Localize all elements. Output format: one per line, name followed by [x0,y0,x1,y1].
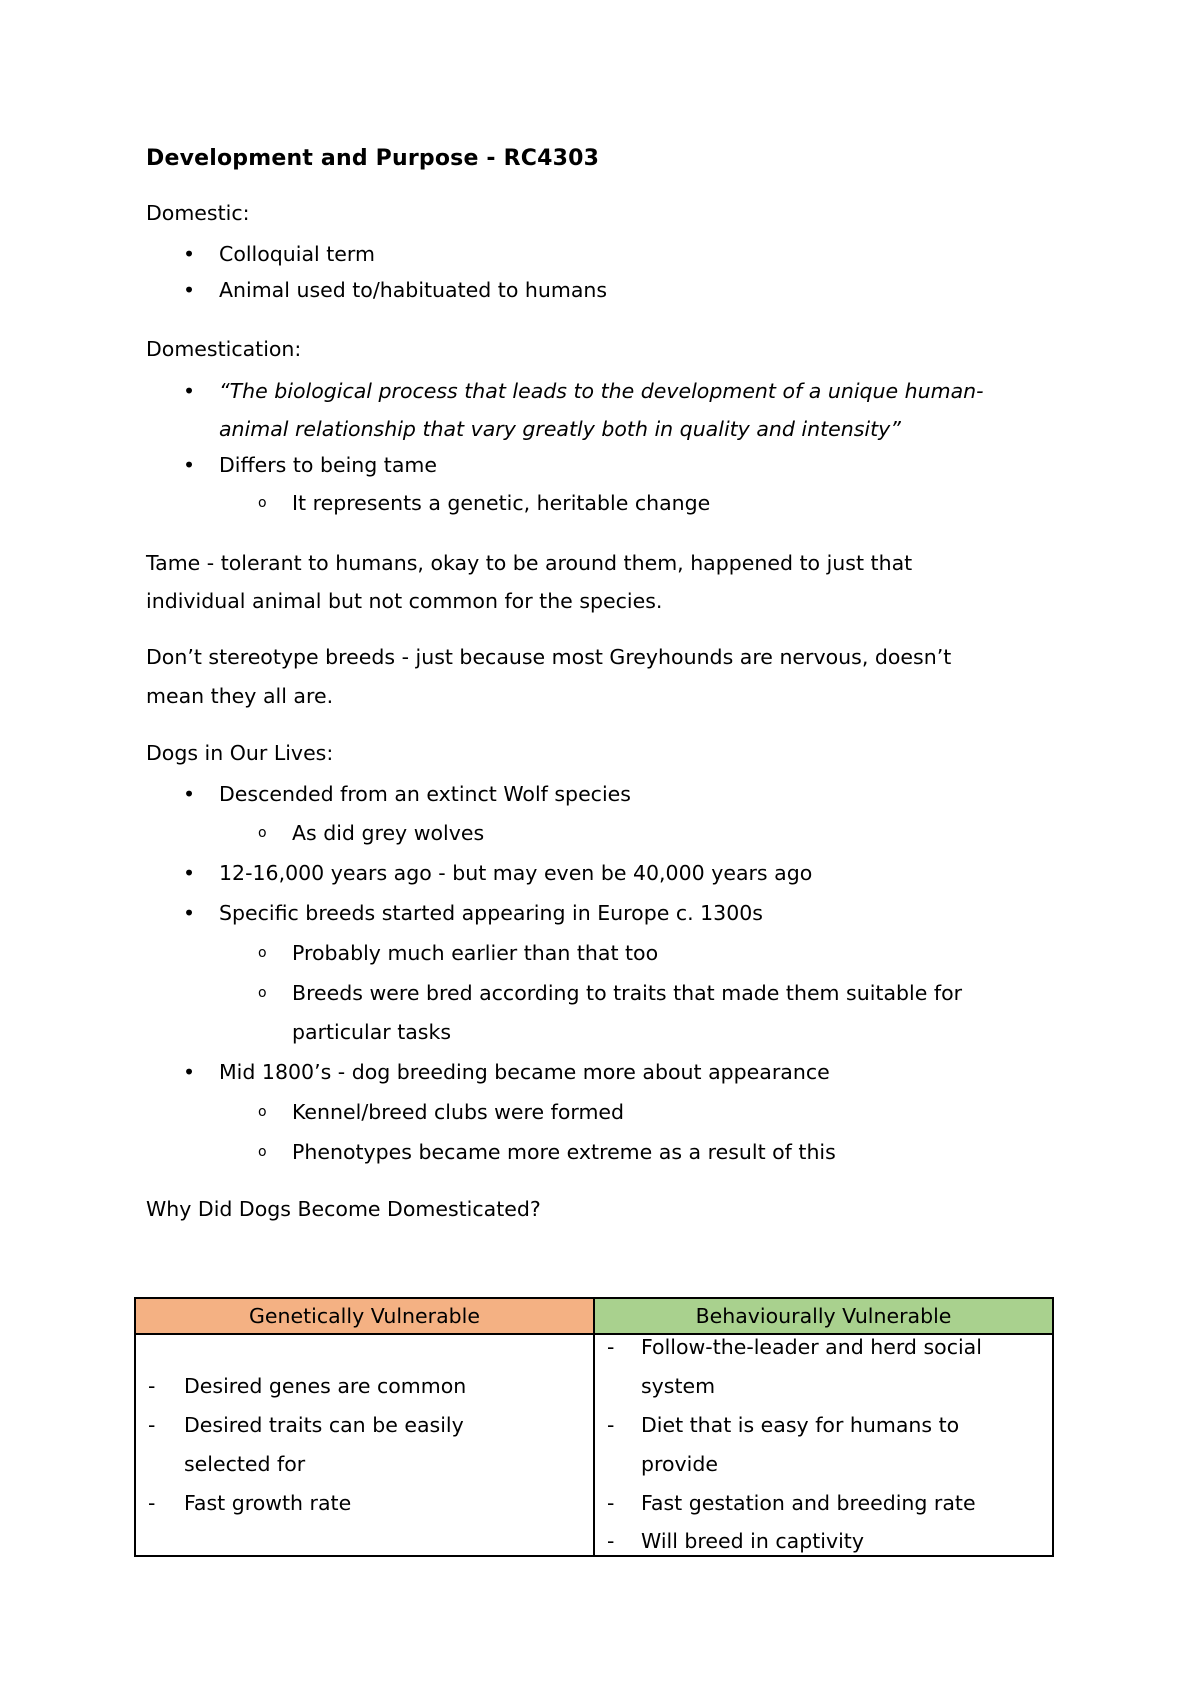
dash: - [607,1529,615,1553]
bullet: • [183,1060,196,1084]
list-item: Differs to being tame [219,453,437,477]
table-item-cont: selected for [184,1452,306,1476]
table-item: Desired traits can be easily [184,1413,464,1437]
list-item: Mid 1800’s - dog breeding became more about appearance [219,1060,830,1084]
sub-list-item-cont: particular tasks [292,1020,452,1044]
domestic-heading: Domestic: [146,201,250,225]
sub-list-item: Kennel/breed clubs were formed [292,1100,625,1124]
table-item-cont: system [641,1374,716,1398]
sub-list-item: As did grey wolves [292,821,485,845]
table-cell-genetic [135,1334,594,1556]
paragraph-line: mean they all are. [146,684,334,708]
bullet: • [183,278,196,302]
bullet: • [183,861,196,885]
paragraph-line: individual animal but not common for the species. [146,589,663,613]
why-heading: Why Did Dogs Become Domesticated? [146,1197,541,1221]
page-title: Development and Purpose - RC4303 [146,146,600,171]
sub-bullet: o [258,985,267,1001]
sub-list-item: Phenotypes became more extreme as a result of this [292,1140,836,1164]
sub-bullet: o [258,1104,267,1120]
table-header-behaviour: Behaviourally Vulnerable [594,1298,1053,1334]
bullet: • [183,453,196,477]
table-item: Diet that is easy for humans to [641,1413,960,1437]
sub-bullet: o [258,1144,267,1160]
sub-list-item: Probably much earlier than that too [292,941,659,965]
list-item: Descended from an extinct Wolf species [219,782,631,806]
quote-line: animal relationship that vary greatly both in quality and intensity” [219,417,901,441]
table-item: Desired genes are common [184,1374,467,1398]
sub-bullet: o [258,495,267,511]
paragraph-line: Tame - tolerant to humans, okay to be around them, happened to just that [146,551,913,575]
dash: - [148,1413,156,1437]
sub-list-item: It represents a genetic, heritable change [292,491,711,515]
domestication-heading: Domestication: [146,337,302,361]
paragraph-line: Don’t stereotype breeds - just because most Greyhounds are nervous, doesn’t [146,645,952,669]
table-item: Fast gestation and breeding rate [641,1491,976,1515]
dash: - [607,1491,615,1515]
dash: - [148,1374,156,1398]
table-item-cont: provide [641,1452,718,1476]
list-item: Animal used to/habituated to humans [219,278,608,302]
sub-bullet: o [258,825,267,841]
table-item: Follow-the-leader and herd social [641,1335,982,1359]
table-item: Fast growth rate [184,1491,352,1515]
dash: - [148,1491,156,1515]
bullet: • [183,782,196,806]
dogs-heading: Dogs in Our Lives: [146,741,334,765]
sub-bullet: o [258,945,267,961]
table-header-genetic: Genetically Vulnerable [135,1298,594,1334]
table-cell-behaviour [594,1334,1053,1556]
dash: - [607,1335,615,1359]
list-item: 12-16,000 years ago - but may even be 40,000 years ago [219,861,813,885]
comparison-table [134,1297,1054,1557]
bullet: • [183,242,196,266]
dash: - [607,1413,615,1437]
bullet: • [183,901,196,925]
quote-line: “The biological process that leads to the development of a unique human- [219,379,984,403]
list-item: Specific breeds started appearing in Europe c. 1300s [219,901,763,925]
bullet: • [183,379,196,403]
list-item: Colloquial term [219,242,375,266]
sub-list-item: Breeds were bred according to traits that made them suitable for [292,981,963,1005]
table-item: Will breed in captivity [641,1529,864,1553]
